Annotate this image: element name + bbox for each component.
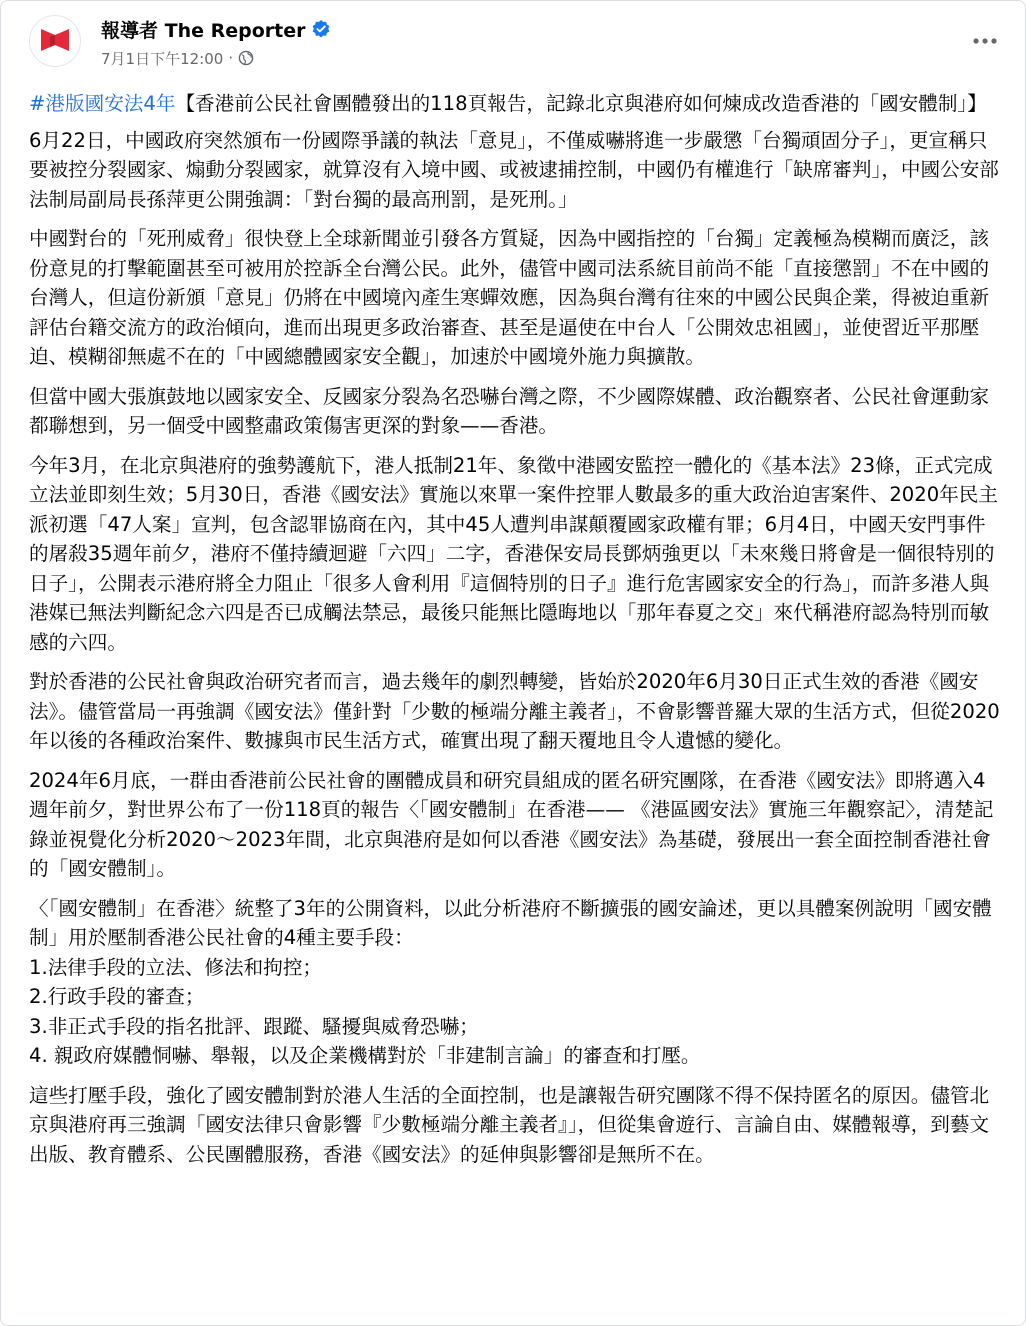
body-paragraph-2: 中國對台的「死刑威脅」很快登上全球新聞並引發各方質疑，因為中國指控的「台獨」定義極為模糊而廣泛，該份意見的打擊範圍甚至可被用於控訴全台灣公民。此外，儘管中國司法系統目前尚不能「直接懲罰」不在中國的台灣人，但這份新頒「意見」仍將在中國境內產生寒蟬效應，因為與台灣有往來的中國公民與企業，得被迫重新評估台籍交流方的政治傾向，進而出現更多政治審查、甚至是逼使在中台人「公開效忠祖國」，並使習近平那壓迫、模糊卻無處不在的「中國總體國家安全觀」，加速於中國境外施力與擴散。 [29,227,990,368]
post-timestamp[interactable]: 7月1日下午12:00 [101,49,224,68]
body-paragraph-3: 但當中國大張旗鼓地以國家安全、反國家分裂為名恐嚇台灣之際，不少國際媒體、政治觀察者、公民社會運動家都聯想到，另一個受中國整肅政策傷害更深的對象——香港。 [29,384,990,437]
page-name-row [101,15,331,43]
body-paragraph-4: 今年3月，在北京與港府的強勢護航下，港人抵制21年、象徵中港國安監控一體化的《基本法》23條，正式完成立法並即刻生效；5月30日，香港《國安法》實施以來單一案件控罪人數最多的重大政治迫害案件、2020年民主派初選「47人案」宣判，包含認罪協商在內，其中45人遭判串謀顛覆國家政權有罪；6月4日，中國天安門事件的屠殺35週年前夕，港府不僅持續迴避「六四」二字，香港保安局長鄧炳強更以「未來幾日將會是一個很特別的日子」，公開表示港府將全力阻止「很多人會利用『這個特別的日子』進行危害國家安全的行為」，而許多港人與港媒已無法判斷紀念六四是否已成觸法禁忌，最後只能無比隱晦地以「那年春夏之交」來代稱港府認為特別而敏感的六四。 [29,453,998,654]
page-name-link[interactable]: 報導者 The Reporter [101,19,306,42]
body-paragraph-5: 對於香港的公民社會與政治研究者而言，過去幾年的劇烈轉變，皆始於2020年6月30日正式生效的香港《國安法》。儘管當局一再強調《國安法》僅針對「少數的極端分離主義者」，不會影響普羅大眾的生活方式，但從2020年以後的各種政治案件、數據與市民生活方式，確實出現了翻天覆地且令人遺憾的變化。 [29,670,1000,752]
reporter-logo [38,24,72,58]
more-options-icon [972,37,998,45]
closing-paragraph: 這些打壓手段，強化了國安體制對於港人生活的全面控制，也是讓報告研究團隊不得不保持匿名的原因。儘管北京與港府再三強調「國安法律只會影響『少數極端分離主義者』」，但從集會遊行、言論自由、媒體報導，到藝文出版、教育體系、公民團體服務，香港《國安法》的延伸與影響卻是無所不在。 [29,1083,990,1166]
verified-badge-icon [311,19,331,39]
meta-separator: · [228,49,234,67]
list-intro: 〈「國安體制」在香港〉統整了3年的公開資料，以此分析港府不斷擴張的國安論述，更以具體案例說明「國安體制」用於壓制香港公民社會的4種主要手段： [29,896,992,949]
post-header [1,1,1026,81]
methods-list [29,894,1001,1071]
globe-icon[interactable] [238,50,254,66]
page-avatar[interactable] [29,15,81,67]
body-paragraph-1: 6月22日，中國政府突然頒布一份國際爭議的執法「意見」，不僅威嚇將進一步嚴懲「台獨頑固分子」，更宣稱只要被控分裂國家、煽動分裂國家，就算沒有入境中國、或被逮捕控制，中國仍有權進行「缺席審判」，中國公安部法制局副局長孫萍更公開強調：「對台獨的最高刑罰，是死刑。」 [29,128,999,211]
list-item: 4. 親政府媒體恫嚇、舉報，以及企業機構對於「非建制言論」的審查和打壓。 [29,1044,701,1067]
post-title-paragraph [29,89,1001,119]
list-item: 1.法律手段的立法、修法和拘控； [29,955,323,979]
list-item: 3.非正式手段的指名批評、跟蹤、騷擾與威脅恐嚇； [29,1014,479,1038]
post-title: 【香港前公民社會團體發出的118頁報告，記錄北京與港府如何煉成改造香港的「國安體制」】 [175,92,987,115]
list-item: 2.行政手段的審查； [29,985,205,1008]
body-paragraph-6: 2024年6月底，一群由香港前公民社會的團體成員和研究員組成的匿名研究團隊，在香港《國安法》即將邁入4週年前夕，對世界公布了一份118頁的報告〈「國安體制」在香港—— 《港區國安法》實施三年觀察記〉，清楚記錄並視覺化分析2020～2023年間，北京與港府是如何以香港《國安法》為基礎，發展出一套全面控制香港社會的「國安體制」。 [29,768,994,880]
post-meta [101,47,254,69]
hashtag-link[interactable]: #港版國安法4年 [29,92,176,115]
more-options-button[interactable] [965,23,1005,59]
post-body [29,89,1001,1179]
